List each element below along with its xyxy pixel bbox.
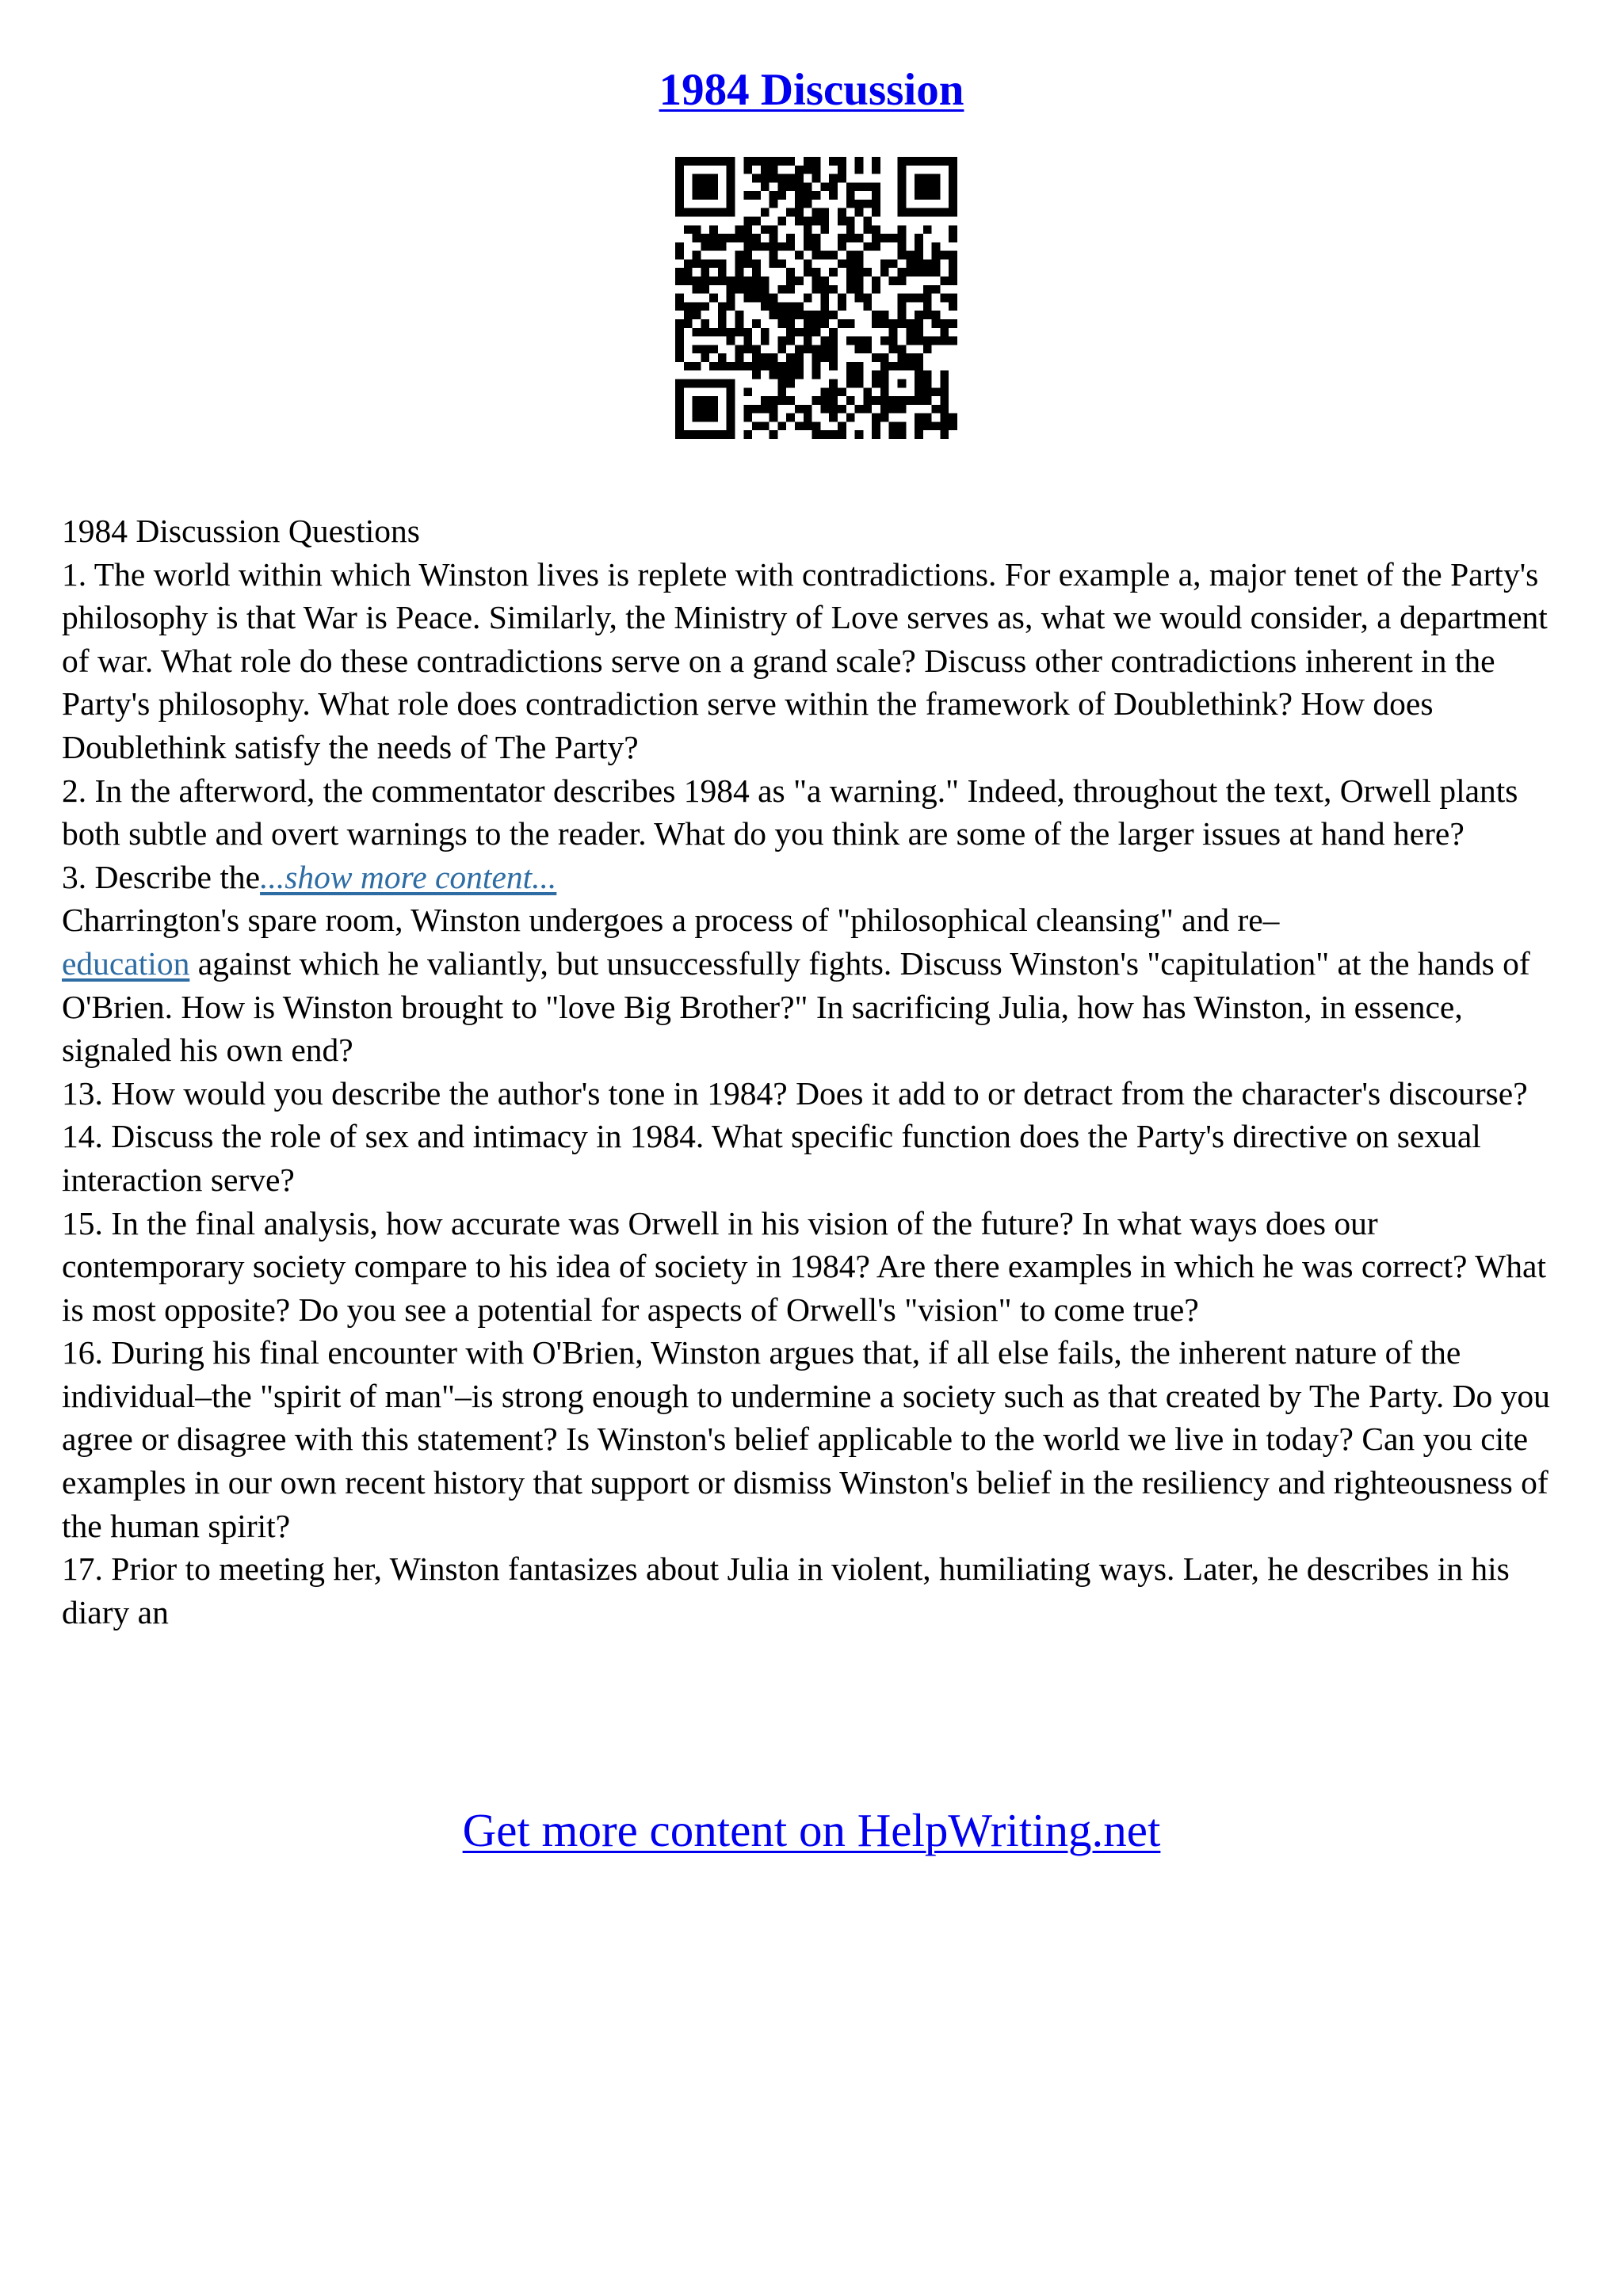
get-more-content-link[interactable]: Get more content on HelpWriting.net	[462, 1804, 1161, 1856]
document-body	[62, 509, 1568, 1634]
questions-heading: 1984 Discussion Questions	[62, 513, 420, 549]
question-13: 13. How would you describe the author's tone in 1984? Does it add to or detract from the character's discourse?	[62, 1074, 1528, 1112]
footer	[0, 1798, 1623, 1862]
question-17: 17. Prior to meeting her, Winston fantasizes about Julia in violent, humiliating ways. Later, he describes in his diary an	[62, 1550, 1510, 1630]
question-3	[62, 856, 1568, 899]
education-link[interactable]: education	[62, 944, 190, 982]
question-2: 2. In the afterword, the commentator describes 1984 as "a warning." Indeed, throughout the text, Orwell plants both subtle and overt warnings to the reader. What do you think are some of the larger issues at hand here?	[62, 772, 1518, 852]
title-link[interactable]: 1984 Discussion	[659, 65, 964, 115]
question-3-text: 3. Describe the	[62, 858, 261, 895]
qr-code-icon	[675, 157, 957, 439]
question-14: 14. Discuss the role of sex and intimacy in 1984. What specific function does the Party's directive on sexual interaction serve?	[62, 1118, 1481, 1198]
qr-code	[675, 157, 957, 439]
page-title	[0, 59, 1623, 122]
question-15: 15. In the final analysis, how accurate was Orwell in his vision of the future? In what ways does our contemporary society compare to his idea of society in 1984? Are there examples in which he was correct? What is most opposite? Do you see a potential for aspects of Orwell's "vision" to come true?	[62, 1204, 1546, 1328]
question-1: 1. The world within which Winston lives is replete with contradictions. For example a, major tenet of the Party's philosophy is that War is Peace. Similarly, the Ministry of Love serves as, what we would consider, a department of war. What role do these contradictions serve on a grand scale? Discuss other contradictions inherent in the Party's philosophy. What role does contradiction serve within the framework of Doublethink? How does Doublethink satisfy the needs of The Party?	[62, 555, 1548, 765]
continued-text-a: Charrington's spare room, Winston undergoes a process of "philosophical cleansing" and re–	[62, 902, 1280, 939]
continued-text-b: against which he valiantly, but unsuccessfully fights. Discuss Winston's "capitulation" at the hands of O'Brien. How is Winston brought to "love Big Brother?" In sacrificing Julia, how has Winston, in essence, signaled his own end?	[62, 944, 1530, 1069]
show-more-link[interactable]: ...show more content...	[260, 858, 557, 895]
continued-text	[62, 898, 1568, 1071]
question-16: 16. During his final encounter with O'Brien, Winston argues that, if all else fails, the inherent nature of the individual–the "spirit of man"–is strong enough to undermine a society such as that created by The Party. Do you agree or disagree with this statement? Is Winston's belief applicable to the world we live in today? Can you cite examples in our own recent history that support or dismiss Winston's belief in the resiliency and righteousness of the human spirit?	[62, 1334, 1550, 1544]
